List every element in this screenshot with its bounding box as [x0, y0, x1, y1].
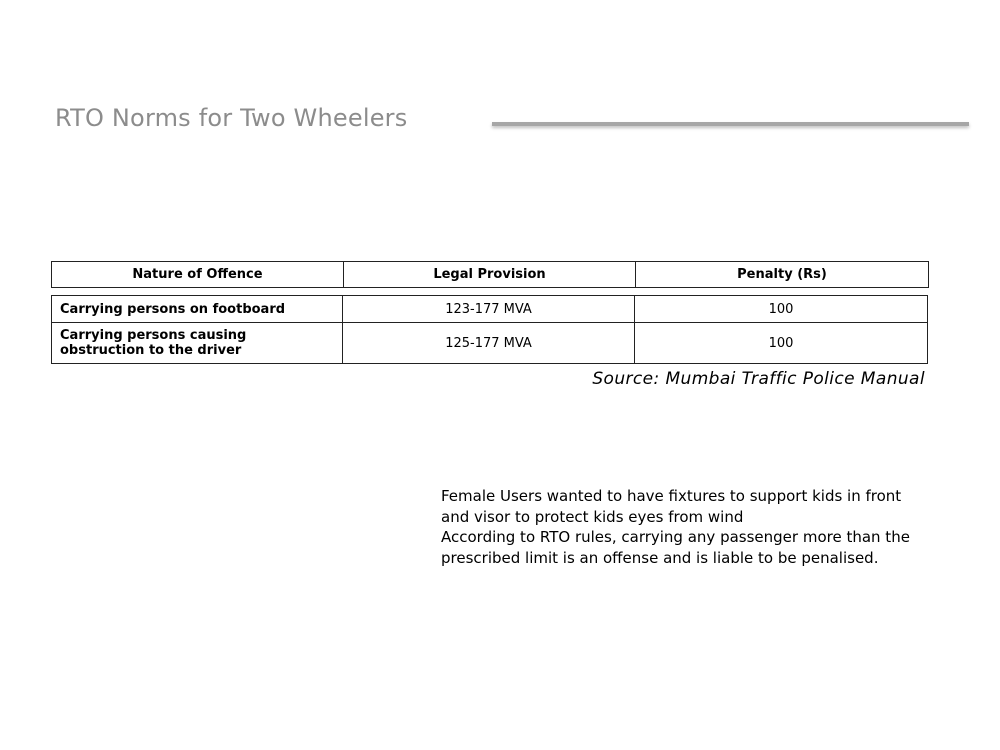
slide-title: RTO Norms for Two Wheelers [55, 104, 408, 132]
table-row [52, 296, 928, 323]
title-divider [492, 122, 969, 126]
penalty-cell: 100 [635, 323, 928, 364]
header-legal-provision: Legal Provision [344, 262, 636, 288]
table-header-row [52, 262, 929, 288]
note-paragraph: According to RTO rules, carrying any passenger more than the prescribed limit is an offense and is liable to be penalised. [441, 528, 910, 567]
note-paragraph: Female Users wanted to have fixtures to support kids in front and visor to protect kids eyes from wind [441, 487, 902, 526]
source-caption: Source: Mumbai Traffic Police Manual [592, 369, 925, 389]
table-row [52, 323, 928, 364]
notes-text-block [441, 486, 931, 568]
provision-cell: 123-177 MVA [343, 296, 635, 323]
header-nature-of-offence: Nature of Offence [52, 262, 344, 288]
offence-table [51, 295, 928, 364]
offence-cell: Carrying persons causing obstruction to the driver [52, 323, 343, 364]
offence-table-header [51, 261, 929, 288]
offence-cell: Carrying persons on footboard [52, 296, 343, 323]
provision-cell: 125-177 MVA [343, 323, 635, 364]
penalty-cell: 100 [635, 296, 928, 323]
header-penalty: Penalty (Rs) [636, 262, 929, 288]
